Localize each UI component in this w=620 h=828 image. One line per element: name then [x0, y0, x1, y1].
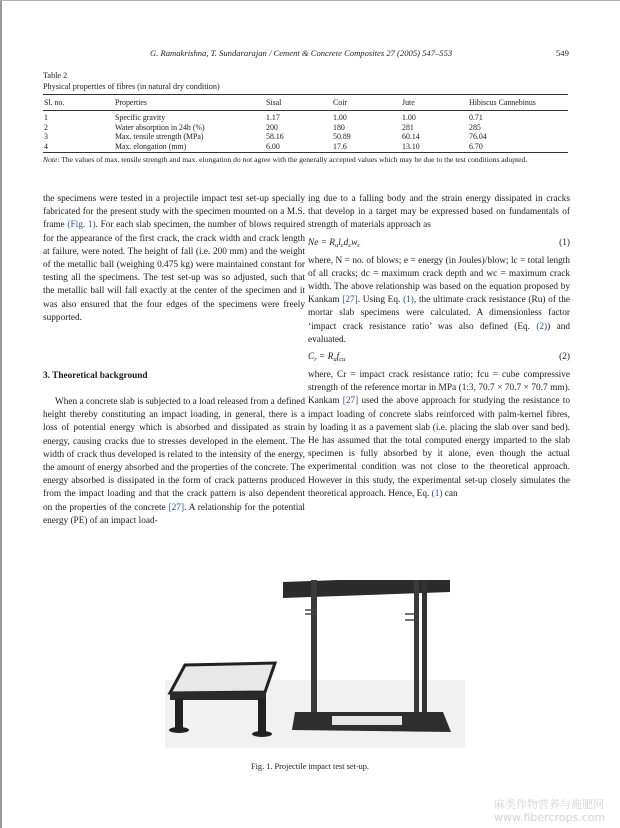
cell: 50.89: [333, 132, 351, 141]
cell: 285: [469, 122, 481, 132]
cell: 76.04: [469, 132, 487, 141]
table-foot: [252, 731, 272, 737]
frame-post: [414, 580, 419, 728]
text: . For each slab specimen, the number of blows required for the appearance of the first crack, the crack width and crack length at failure, were noted. The height of fall (i.e. 200 mm) and the weight of the metallic ball (weighing 0.475 kg) were maintained constant for testing all the specimens. The test set-up was so adjusted, such that the metallic ball will fall exactly at the center of the specimen and it was also ensured that the four edges of the specimens were freely supported.: [43, 220, 305, 323]
equation-link[interactable]: (1): [403, 295, 414, 306]
cell: 6.70: [469, 141, 483, 151]
watermark: [494, 798, 605, 824]
table-leg: [175, 698, 183, 730]
reference-link[interactable]: [27]: [342, 295, 358, 306]
col-header: Properties: [115, 98, 147, 107]
cell: 3: [44, 132, 48, 141]
page-border-left: [0, 0, 2, 828]
table-row: [43, 113, 568, 123]
table-leg: [258, 698, 266, 734]
table-row: [43, 123, 568, 133]
table-body: [43, 113, 568, 151]
cell: 1.17: [266, 113, 280, 122]
equation-2-number: (2): [559, 352, 570, 363]
table-caption: Physical properties of fibres (in natural dry condition): [43, 82, 220, 91]
cell: Water absorption in 24h (%): [115, 122, 205, 132]
frame-post: [422, 580, 427, 726]
figure-caption: Fig. 1. Projectile impact test set-up.: [251, 762, 369, 771]
cell: 1: [44, 113, 48, 122]
reference-link[interactable]: [27]: [168, 502, 185, 513]
table-bottom-rule: [43, 152, 568, 153]
note-label: Note: [43, 155, 58, 164]
equation-1-formula: $Ne = R_ul_cd_cw_c$: [308, 237, 361, 249]
text: . A relationship for the potential energy (PE) of an impact load-: [43, 502, 305, 526]
col-header: Hibiscus Cannebinus: [469, 98, 536, 107]
cell: 1.00: [402, 113, 416, 122]
slab-table-top: [170, 663, 275, 693]
equation-link[interactable]: (1): [431, 488, 443, 499]
left-column-para-1: [43, 193, 305, 325]
cell: 1.00: [333, 113, 347, 122]
table-header-rule: [43, 110, 568, 111]
equation-2: [308, 347, 570, 369]
cell: 4: [44, 141, 48, 151]
equation-1: [308, 233, 570, 255]
table-row: [43, 142, 568, 152]
text: where, Cr = impact crack resistance ratio; fcu = cube compressive strength of the reference mortar in MPa (1:3, 70.7 × 70.7 × 70.7 mm). Kankam: [308, 370, 570, 407]
base-opening: [332, 716, 402, 725]
left-column-para-2: [43, 396, 305, 528]
cell: Max. tensile strength (MPa): [115, 132, 204, 141]
figure-photo: [165, 580, 465, 750]
cell: 2: [44, 122, 48, 132]
text: . Using Eq.: [357, 295, 404, 306]
section-heading: 3. Theoretical background: [43, 371, 148, 381]
text: When a concrete slab is subjected to a load released from a defined height thereby constituting an impact loading, in general, there is a loss of potential energy which is absorbed and dissipated as strain energy, causing cracks due to stresses developed in the element. The width of crack thus developed is related to the intensity of the energy, the amount of energy absorbed and the properties of the concrete. The energy absorbed is dissipated in the form of crack patterns produced from the impact loading and that the crack pattern is also dependent on the properties of the concrete: [43, 397, 305, 513]
cell: 60.14: [402, 132, 420, 141]
table-note: [43, 154, 573, 165]
cell: Max. elongation (mm): [115, 141, 187, 151]
right-column: [308, 193, 570, 501]
note-text: : The values of max. tensile strength and max. elongation do not agree with the generally accepted values which may be due to the test conditions adopted.: [57, 155, 528, 164]
cell: 0.71: [469, 113, 483, 122]
figure-link[interactable]: (Fig. 1): [67, 220, 96, 231]
page-border-top: [0, 0, 620, 1]
table-top-rule: [43, 94, 568, 95]
cell: 6.00: [266, 141, 280, 151]
text: can: [442, 488, 458, 499]
col-header: Sisal: [266, 98, 282, 107]
cell: 281: [402, 122, 414, 132]
table-row: [43, 132, 568, 142]
equation-2-formula: $C_r = R_uf_{cu}$: [308, 352, 346, 364]
text: the specimens were tested in a projectile impact test set-up specially fabricated for the present study with the specimen mounted on a M.S. frame: [43, 194, 305, 231]
reference-link[interactable]: [27]: [342, 396, 359, 407]
impact-test-setup-illustration: [165, 580, 465, 750]
cell: 180: [333, 122, 345, 132]
cell: 13.10: [402, 141, 420, 151]
text: ing due to a falling body and the strain energy dissipated in cracks that develop in a target may be expressed based on fundamentals of strength of materials approach as: [308, 194, 570, 231]
frame-post: [311, 580, 317, 728]
equation-link[interactable]: (2): [536, 321, 548, 332]
watermark-line-2: www.fibercrops.com: [494, 811, 606, 824]
table-label: Table 2: [43, 71, 68, 80]
col-header: Coir: [333, 98, 348, 107]
table-foot: [169, 727, 189, 733]
text: used the above approach for studying the resistance to impact loading of concrete slabs reinforced with palm-kernel fibres, by loading it as a pavement slab (i.e. placing the slab over sand bed). He has assumed that the total computed energy imparted to the slab specimen is fully absorbed by it alone, even though the actual experimental condition was not close to the theoretical approach. However in this study, the experimental set-up closely simulates the theoretical approach. Hence, Eq.: [308, 396, 570, 499]
col-header: Jute: [402, 98, 415, 107]
text: where, N = no. of blows; e = energy (in Joules)/blow; lc = total length of all cracks; dc = maximum crack depth and wc = maximum crack width. The above relationship was based on the equation proposed by Kankam: [308, 255, 570, 306]
running-head: G. Ramakrishna, T. Sundararajan / Cement & Concrete Composites 27 (2005) 547–553: [150, 48, 453, 58]
cell: 200: [266, 122, 278, 132]
text: , the ultimate crack resistance (Ru) of the mortar slab specimens were calculated. A dimensionless factor ‘impact crack resistance ratio’ was also defined (Eq.: [308, 295, 570, 332]
watermark-line-1: 麻类作物营养与施肥网: [494, 798, 604, 811]
cell: 58.16: [266, 132, 284, 141]
table-header-row: [43, 98, 568, 108]
equation-1-number: (1): [559, 237, 570, 248]
cell: 17.6: [333, 141, 347, 151]
text: ) and evaluated.: [308, 321, 571, 345]
slab-table-frame: [170, 692, 266, 700]
page-number: 549: [556, 48, 569, 58]
cell: Specific gravity: [115, 113, 166, 122]
col-header: Sl. no.: [44, 98, 65, 107]
